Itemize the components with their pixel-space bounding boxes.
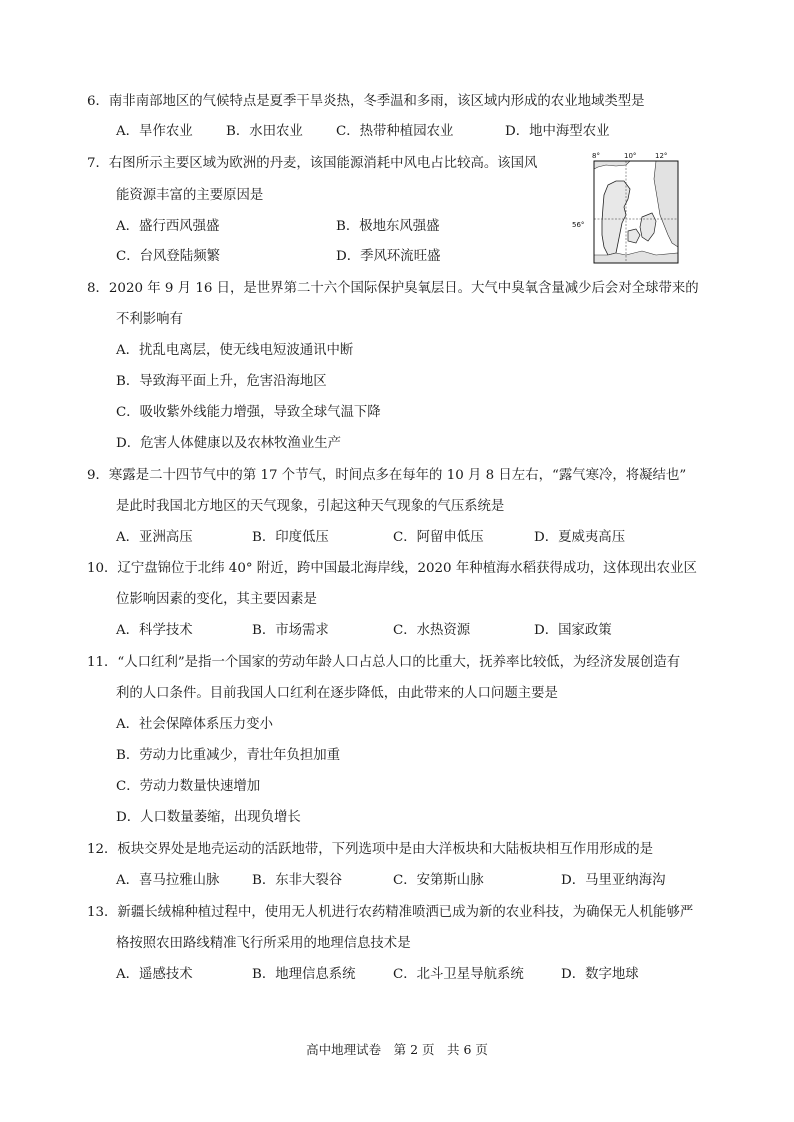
map-lon-label-10: 10° [624,152,637,160]
page-footer: 高中地理试卷 第 2 页 共 6 页 [306,1042,488,1057]
q9-option-b: B．印度低压 [252,530,329,545]
q11-option-d: D．人口数量萎缩，出现负增长 [116,810,301,825]
q13-option-a: A．遥感技术 [116,967,193,982]
q7-option-d: D．季风环流旺盛 [336,249,441,264]
q11-option-c: C．劳动力数量快速增加 [116,779,261,794]
q12-option-c: C．安第斯山脉 [393,873,484,888]
q10-option-b: B．市场需求 [252,623,329,638]
q8-option-c: C．吸收紫外线能力增强，导致全球气温下降 [116,405,381,420]
q11-stem-line2: 利的人口条件。目前我国人口红利在逐步降低，由此带来的人口问题主要是 [116,686,558,701]
q10-option-d: D．国家政策 [534,623,612,638]
q11-stem-line1: 11．“人口红利”是指一个国家的劳动年龄人口占总人口的比重大，抚养率比较低，为经济发展创造有 [87,655,681,670]
q13-option-c: C．北斗卫星导航系统 [393,967,524,982]
q11-option-b: B．劳动力比重减少，青壮年负担加重 [116,748,341,763]
q9-option-c: C．阿留申低压 [393,530,484,545]
q12-option-a: A．喜马拉雅山脉 [116,873,220,888]
q8-stem-line1: 8．2020 年 9 月 16 日，是世界第二十六个国际保护臭氧层日。大气中臭氧含量减少后会对全球带来的 [87,281,699,296]
q9-stem-line2: 是此时我国北方地区的天气现象，引起这种天气现象的气压系统是 [116,499,505,514]
q7-option-b: B．极地东风强盛 [336,219,440,234]
q8-option-d: D．危害人体健康以及农林牧渔业生产 [116,436,341,451]
map-lon-label-8: 8° [592,152,600,160]
map-lat-label-56: 56° [572,221,585,229]
q9-option-d: D．夏威夷高压 [534,530,626,545]
q6-option-c: C．热带种植园农业 [336,124,454,139]
q12-option-b: B．东非大裂谷 [252,873,343,888]
q10-stem-line1: 10．辽宁盘锦位于北纬 40° 附近，跨中国最北海岸线，2020 年种植海水稻获得成功，这体现出农业区 [87,561,697,576]
q7-stem-line1: 7．右图所示主要区域为欧洲的丹麦，该国能源消耗中风电占比较高。该国风 [87,156,538,171]
q6-option-a: A．旱作农业 [116,124,193,139]
q13-stem-line1: 13．新疆长绒棉种植过程中，使用无人机进行农药精准喷洒已成为新的农业科技，为确保无人机能够严 [87,905,694,920]
q6-option-d: D．地中海型农业 [505,124,610,139]
q7-option-c: C．台风登陆频繁 [116,249,220,264]
q13-option-d: D．数字地球 [561,967,639,982]
q6-option-b: B．水田农业 [226,124,303,139]
q12-stem: 12．板块交界处是地壳运动的活跃地带，下列选项中是由大洋板块和大陆板块相互作用形成的是 [87,842,654,857]
q9-stem-line1: 9．寒露是二十四节气中的第 17 个节气，时间点多在每年的 10 月 8 日左右，“露气寒冷，将凝结也” [87,468,687,483]
q8-option-b: B．导致海平面上升，危害沿海地区 [116,374,327,389]
q13-option-b: B．地理信息系统 [252,967,356,982]
denmark-map [572,151,684,267]
q8-stem-line2: 不利影响有 [116,312,183,327]
q10-stem-line2: 位影响因素的变化，其主要因素是 [116,592,317,607]
q6-stem: 6．南非南部地区的气候特点是夏季干旱炎热，冬季温和多雨，该区域内形成的农业地域类型是 [87,94,645,109]
q13-stem-line2: 格按照农田路线精准飞行所采用的地理信息技术是 [116,936,411,951]
map-lon-label-12: 12° [655,152,668,160]
q9-option-a: A．亚洲高压 [116,530,193,545]
q7-option-a: A．盛行西风强盛 [116,219,220,234]
q10-option-c: C．水热资源 [393,623,471,638]
q10-option-a: A．科学技术 [116,623,193,638]
q8-option-a: A．扰乱电离层，使无线电短波通讯中断 [116,343,354,358]
q7-stem-line2: 能资源丰富的主要原因是 [116,188,264,203]
q11-option-a: A．社会保障体系压力变小 [116,717,273,732]
q12-option-d: D．马里亚纳海沟 [561,873,666,888]
